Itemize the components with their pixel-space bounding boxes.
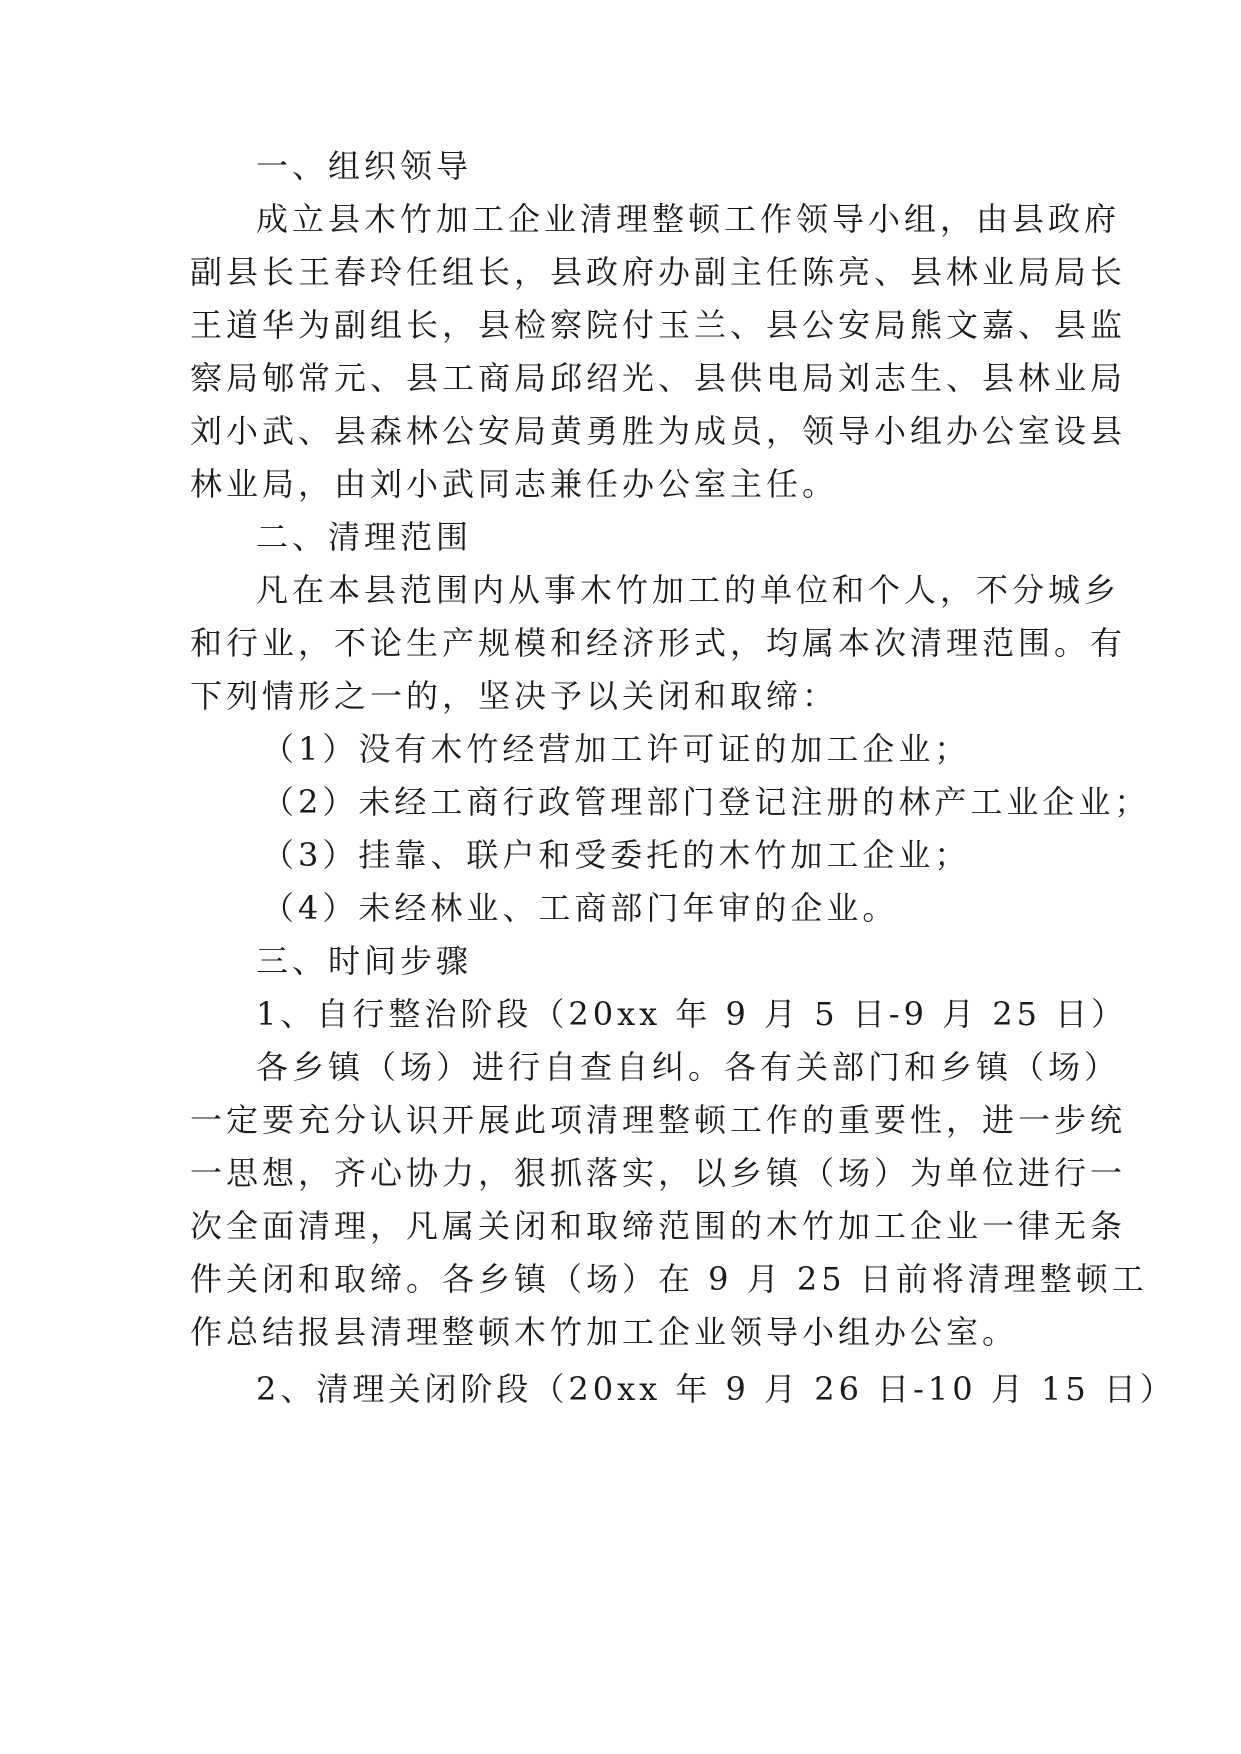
paragraph-line: 林业局，由刘小武同志兼任办公室主任。 [190, 465, 839, 503]
section-heading-schedule: 三、时间步骤 [256, 942, 473, 980]
paragraph-line: 下列情形之一的，坚决予以关闭和取缔： [190, 677, 839, 715]
paragraph-line: 件关闭和取缔。各乡镇（场）在 9 月 25 日前将清理整顿工 [190, 1260, 1148, 1298]
list-item: （1）没有木竹经营加工许可证的加工企业； [262, 730, 971, 768]
paragraph-line: 一定要充分认识开展此项清理整顿工作的重要性，进一步统 [190, 1101, 1127, 1139]
paragraph-line: 副县长王春玲任组长，县政府办副主任陈亮、县林业局局长 [190, 253, 1127, 291]
step-heading-closure: 2、清理关闭阶段（20xx 年 9 月 26 日-10 月 15 日） [256, 1370, 1176, 1408]
list-item: （2）未经工商行政管理部门登记注册的林产工业企业； [262, 783, 1151, 821]
section-heading-organization: 一、组织领导 [256, 147, 473, 185]
paragraph-line: 作总结报县清理整顿木竹加工企业领导小组办公室。 [190, 1313, 1019, 1351]
paragraph-line: 刘小武、县森林公安局黄勇胜为成员，领导小组办公室设县 [190, 412, 1127, 450]
step-heading-self-rectification: 1、自行整治阶段（20xx 年 9 月 5 日-9 月 25 日） [256, 995, 1128, 1033]
list-item: （4）未经林业、工商部门年审的企业。 [262, 889, 899, 927]
paragraph-line: 凡在本县范围内从事木竹加工的单位和个人，不分城乡 [256, 571, 1121, 609]
paragraph-line: 和行业，不论生产规模和经济形式，均属本次清理范围。有 [190, 624, 1127, 662]
paragraph-line: 成立县木竹加工企业清理整顿工作领导小组，由县政府 [256, 200, 1121, 238]
paragraph-line: 察局郇常元、县工商局邱绍光、县供电局刘志生、县林业局 [190, 359, 1127, 397]
paragraph-line: 各乡镇（场）进行自查自纠。各有关部门和乡镇（场） [256, 1048, 1121, 1086]
list-item: （3）挂靠、联户和受委托的木竹加工企业； [262, 836, 971, 874]
paragraph-line: 一思想，齐心协力，狠抓落实，以乡镇（场）为单位进行一 [190, 1154, 1127, 1192]
section-heading-scope: 二、清理范围 [256, 518, 473, 556]
paragraph-line: 次全面清理，凡属关闭和取缔范围的木竹加工企业一律无条 [190, 1207, 1127, 1245]
paragraph-line: 王道华为副组长，县检察院付玉兰、县公安局熊文嘉、县监 [190, 306, 1127, 344]
